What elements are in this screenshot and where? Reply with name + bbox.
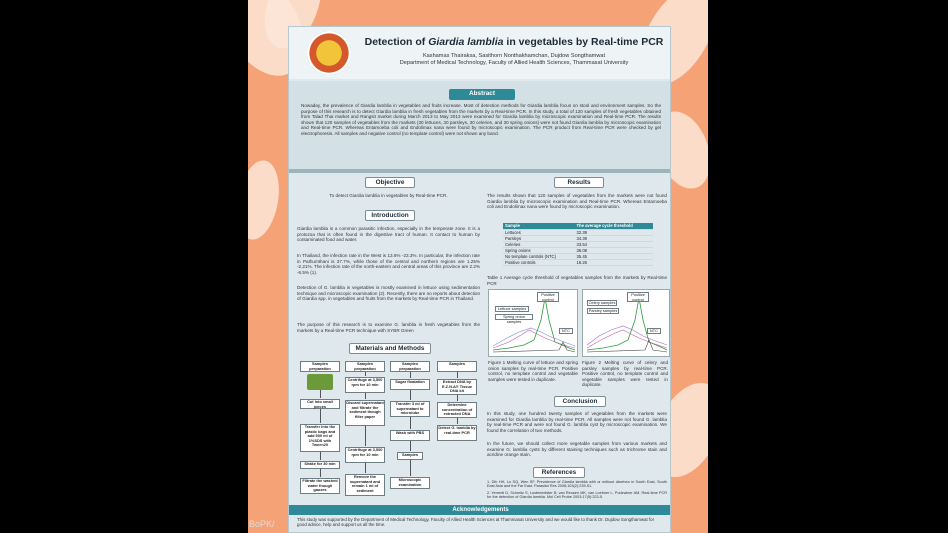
acknowledgements-heading: Acknowledgements	[289, 505, 671, 515]
label-ntc: NTC	[647, 328, 661, 334]
table-row: Positive controls 16.26	[503, 259, 653, 265]
flow-arrow	[410, 417, 411, 429]
methods-heading: Materials and Methods	[349, 343, 431, 354]
flow-step: Shake for 30 min	[300, 461, 340, 469]
methods-flowchart	[297, 357, 482, 502]
flow-arrow	[410, 460, 411, 476]
flow-step: Extract DNA by E.Z.N.A® Tissue DNA kit	[437, 379, 477, 395]
results-table	[503, 223, 653, 266]
flow-arrow	[320, 409, 321, 423]
flow-arrow	[410, 372, 411, 378]
flow-step: Wash with PBS	[390, 430, 430, 441]
flow-arrow	[410, 441, 411, 451]
flow-arrow	[320, 452, 321, 460]
table-header: The average cycle threshold	[575, 223, 654, 229]
vegetable-photo	[307, 374, 333, 390]
flow-step: Cut into small pieces	[300, 399, 340, 409]
flow-step: Filtrate the washed water though gauzes	[300, 478, 340, 494]
intro-paragraph-3: Detection of G. lamblia in vegetables is mostly examined in lettuce using sedimentation technique and microscopic examination (2). Recently, there are no reports about detection of Giardia spp. in vegetables and fruits from the markets by Real-time PCR in Thailand.	[297, 285, 480, 302]
table-header: Sample	[503, 223, 575, 229]
abstract-section	[289, 81, 671, 169]
figure-2-caption: Figure 2 Melting curve of celery and parsley samples by real-time PCR. Positive control, no template control and vegetable samples were tested in duplicate.	[582, 360, 668, 388]
flow-arrow	[410, 390, 411, 400]
label-positive-control: Positive control	[537, 292, 559, 302]
flow-step: Determine concentration of extracted DNA	[437, 402, 477, 418]
table-row: Parsleys 34.39	[503, 235, 653, 241]
flow-step: Samples preparation	[300, 361, 340, 372]
flow-step: Microscopic examination	[390, 477, 430, 489]
flow-step: Transfer 3 ml of supernatant to microtube	[390, 401, 430, 417]
flow-step: Discard supernatant and filtrate the sediment though filter paper	[345, 400, 385, 426]
flow-arrow	[457, 395, 458, 401]
objective-text: To detect Giardia lamblia in vegetables by Real-time PCR.	[329, 193, 448, 198]
intro-paragraph-4: The purpose of this research is to examine G. lamblia in fresh vegetables from the markets by a Real-time PCR technique with SYBR Green	[297, 322, 480, 333]
label-spring-onion-samples: Spring onion samples	[495, 314, 533, 320]
authors: Kashamas Thairaksa, Sasithorn Nonthakhamchan, Dujdow Songthamwat	[422, 53, 606, 59]
flow-step: Remove the supernatant and remain 1 ml of sediment	[345, 474, 385, 496]
figure-1-caption: Figure 1 Melting curve of lettuce and spring onion samples by real-time PCR. Positive control, no template control and vegetable samples were tested in duplicate.	[488, 360, 578, 382]
conclusion-heading: Conclusion	[554, 396, 606, 407]
flow-step: Detect G. lamblia by real-time PCR	[437, 425, 477, 441]
poster	[288, 26, 671, 533]
flow-arrow	[365, 463, 366, 473]
label-lettuce-samples: Lettuce samples	[495, 306, 529, 312]
table-caption: Table 1 Average cycle threshold of vegetables samples from the markets by Real-time PCR	[487, 275, 667, 286]
conclusion-paragraph-1: In this study, one hundred twenty samples of vegetables from the markets were examined for Giardia lamblia by real-time PCR. All samples were not found G. lamblia by real-time PCR and were not found G. lamblia cyst by microscopic examination. We found the correlation of two methods.	[487, 411, 667, 433]
flow-arrow	[320, 390, 321, 398]
flow-arrow	[365, 372, 366, 376]
poster-title: Detection of Giardia lamblia in vegetables by Real-time PCR	[364, 36, 664, 48]
label-celery-samples: Celery samples	[588, 300, 616, 305]
flow-arrow	[365, 393, 366, 399]
flow-step: Samples	[397, 452, 423, 460]
decor-petal	[248, 157, 285, 243]
flow-arrow	[365, 426, 366, 446]
label-ntc: NTC	[559, 328, 573, 334]
university-logo	[307, 31, 351, 75]
flow-step: Samples preparation	[390, 361, 430, 372]
reference-item: 1. Dib HH, Lu SQ, Wen SF. Prevalence of Giardia lamblia with or without diarrhea in South East, South East Asia and the Far East. Parasitol Res 2008;103(2):239-51.	[487, 480, 667, 489]
table-row: Spring onions 36.08	[503, 247, 653, 253]
affiliation: Department of Medical Technology, Faculty of Allied Health Sciences, Thammasat University	[399, 60, 629, 66]
results-heading: Results	[554, 177, 604, 188]
acknowledgements-text: This study was supported by the Department of Medical Technology, Faculty of Allied Health Sciences at Thammasat University and we would like to thank Dr. Dujdow Songthamwat for good advice, help and support us all the time.	[297, 517, 655, 528]
divider	[289, 169, 671, 173]
flow-step: Centrifuge at 3,500 rpm for 10 min	[345, 377, 385, 393]
flow-step: Samples	[437, 361, 477, 372]
introduction-heading: Introduction	[365, 210, 415, 221]
objective-heading: Objective	[365, 177, 415, 188]
table-row: Lettuces 32.39	[503, 229, 653, 235]
flow-step: Samples preparation	[345, 361, 385, 372]
melting-curve-graphic	[489, 290, 577, 356]
abstract-heading: Abstract	[449, 89, 515, 100]
overlay-tag: BoPK/	[249, 519, 275, 529]
flow-step: Centrifuge at 3,500 rpm for 10 min	[345, 447, 385, 463]
poster-header	[289, 27, 671, 79]
conclusion-paragraph-2: In the future, we should collect more vegetable samples from various markets and examine G. lamblia cysts by different staining techniques such as trichrome stain and acridine orange stain.	[487, 441, 667, 458]
flow-step: Transfer into the plastic bags and add 500 ml of 1%SDS with Tween20	[300, 424, 340, 452]
label-positive-control: Positive control	[627, 292, 649, 302]
melting-curve-plot-2	[582, 289, 670, 357]
intro-paragraph-1: Giardia lamblia is a common parasitic infection, especially in the temperate zone. It is a protozoa that is often found in the digestive tract of human. It contact to human by contaminated food and water.	[297, 226, 480, 243]
reference-item: 2. Yerrenti D, Schmitz S, Lustenedister B, van Reusen MK, van Loebner L, Podzwiner AM. Real-time PCR for the detection of Giardia lamblia. Mol Cell Probe 2003;17(5):223-5.	[487, 491, 667, 500]
flow-arrow	[457, 372, 458, 378]
intro-paragraph-2: In Thailand, the infection rate in the West is 13.6% -23.3%. In particular, the infection rate in Pathumthani is 37.7%, while those of the central and northern regions are 1.25% -2.21%. The infection rate of the north-eastern and central areas of this province are 2.2% -6.5% (1).	[297, 253, 480, 275]
flow-arrow	[457, 418, 458, 424]
references-heading: References	[533, 467, 585, 478]
abstract-text: Nowaday, the prevalence of Giardia lamblia in vegetables and fruits increase. Most of detection methods for Giardia lamblia focus on stool and environment samples. So the purpose of this research is to detect Giardia lamblia in fresh vegetables from the markets by a Real-time PCR. In this study, a total of 120 samples of fresh vegetables obtained from Talad Thai market and Rangsit market during March 2013 to May 2013 were examined for Giardia lamblia by microscopic examination and Real-time PCR. The results shown that 120 samples of vegetables from the markets (30 lettuces, 30 parsleys, 30 celeries, and 30 spring onions) were not found Giardia lamblia by microscopic examination and Real-time PCR. Whereas Entamoeba coli and Endolimax nana were found by microscopic examination. The PCR product from Real-time PCR were checked by gel electrophoresis. All samples and negative control (no template control) were not shown any band.	[301, 103, 661, 136]
melting-curve-plot-1	[488, 289, 578, 357]
table-row: Celeries 33.54	[503, 241, 653, 247]
flow-arrow	[320, 469, 321, 477]
flow-step: Sugar floatation	[390, 379, 430, 390]
label-parsley-samples: Parsley samples	[588, 308, 618, 313]
table-row: No template controls (NTC) 35.45	[503, 253, 653, 259]
results-text: The results shown that 120 samples of vegetables from the markets were not found Giardia lamblia by microscopic examination and Real-time PCR. Whereas Entamoeba coli and Endolimax nana were found by microscopic examination.	[487, 193, 667, 210]
